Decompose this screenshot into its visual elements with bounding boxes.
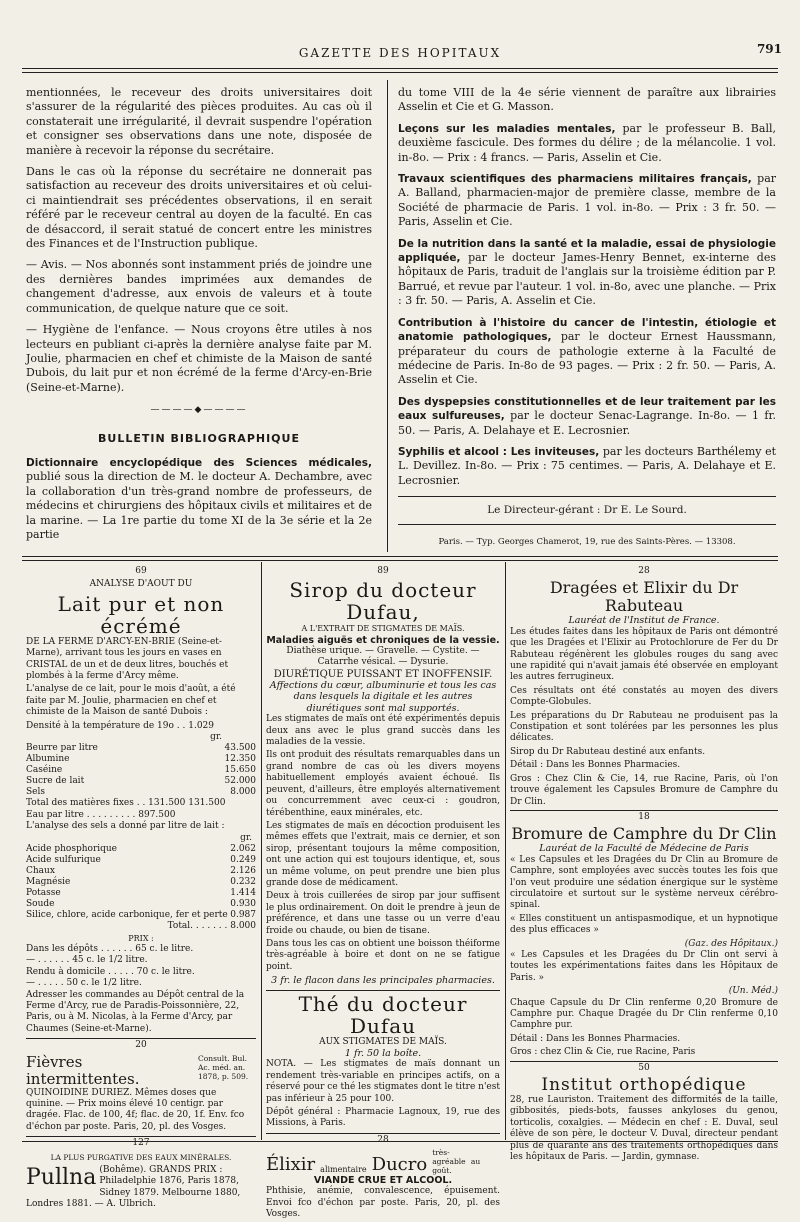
table-row [26, 899, 256, 910]
ad-text: Sirop du Dr Rabuteau destiné aux enfants. [510, 746, 706, 757]
ad-title-small: alimentaire [320, 1164, 367, 1174]
ad-text: DE LA FERME D'ARCY-EN-BRIE (Seine-et-Marne), arrivant tous les jours en vases en CRISTAL de un et de deux litres, bouchés et plombés à la ferme d'Arcy même. [26, 636, 229, 682]
ad-text: Les études faites dans les hôpitaux de Paris ont démontré que les Dragées et l'Elixir au Protochlorure de Fer du Dr Rabuteau régénèrent les globules rouges du sang avec une rapidité qui n'avait jamais été observée en employant les autres ferrugineux. [510, 626, 778, 683]
ad-elixir-header [266, 1148, 500, 1175]
table-row [26, 844, 256, 855]
ad-text: Gros : chez Clin & Cie, rue Racine, Paris [510, 1047, 696, 1058]
ad-laureate: Lauréat de la Faculté de Médecine de Paris [539, 843, 749, 855]
bib-title: Travaux scientifiques des pharmaciens militaires français, [398, 173, 752, 186]
notice-avis: — Avis. — Nos abonnés sont instamment priés de joindre une des dernières bandes imprimées aux demandes de changement d'adresse, aux envois de valeurs et à toute communication, de quelque nature que ce soit. [26, 258, 372, 315]
printer-line: Paris. — Typ. Georges Chamerot, 19, rue des Saints-Pères. — 13308. [438, 536, 736, 547]
table-row [26, 855, 256, 866]
row-label: Albumine [26, 754, 70, 765]
bib-title: Contribution à l'histoire du cancer de l'intestin, étiologie et anatomie pathologiques, [398, 316, 776, 344]
ad-title-fievres: Fièvres intermittentes. [26, 1052, 140, 1088]
ad-divider-2 [505, 562, 506, 1140]
ad-number: 28 [638, 566, 650, 576]
ad-text: « Les Capsules et les Dragées du Dr Clin ont servi à toutes les expérimentations faites dans les Hôpitaux de Paris. » [510, 949, 778, 983]
ad-text: Diathèse urique. — Gravelle. — Cystite. — Catarrhe vésical. — Dysurie. [286, 645, 480, 668]
ad-text: Dépôt général : Pharmacie Lagnoux, 19, rue des Missions, à Paris. [266, 1107, 500, 1129]
row-label: Soude [26, 899, 55, 910]
table-row [26, 787, 256, 798]
ad-text: Phthisie, anémie, convalescence, épuisement. Envoi fco d'échon par poste. Paris, 20, pl. des Vosges. [266, 1186, 500, 1220]
ad-taste: très-agréable au goût. [432, 1148, 481, 1176]
bib-title: Leçons sur les maladies mentales, [398, 122, 616, 135]
ad-text: Deux à trois cuillerées de sirop par jour suffisent le plus ordinairement. On doit le prendre à jeun de préférence, et dans une tasse ou un verre d'eau froide ou chaude, ou bien de tisane. [266, 891, 500, 936]
bib-text: par le docteur James-Henry Bennet, ex-interne des hôpitaux de Paris, traduit de l'anglais sur la troisième édition par P. Barrué, et revue par l'auteur. 1 vol. in-8o, avec une planche. — Prix : 3 fr. 50. — Paris, A. Asselin et Cie. [398, 251, 777, 308]
ad-text: Chaque Capsule du Dr Clin renferme 0,20 Bromure de Camphre pur. Chaque Dragée du Dr Clin renferme 0,10 Camphre pur. [510, 997, 778, 1031]
ad-number: 28 [377, 1134, 389, 1145]
table-row [26, 866, 256, 877]
row-label: Beurre par litre [26, 743, 98, 754]
ad-rule [510, 1061, 778, 1062]
ad-title-rabuteau: Dragées et Elixir du Dr Rabuteau [549, 578, 739, 616]
ad-sub: A L'EXTRAIT DE STIGMATES DE MAÏS. [301, 624, 465, 634]
ad-number: 50 [638, 1062, 650, 1073]
table-row [26, 888, 256, 899]
row-value: 2.126 [230, 866, 256, 877]
column-divider [387, 80, 388, 552]
total-salts: Total. . . . . . . 8.000 [167, 921, 256, 932]
ad-column-3 [510, 566, 778, 1165]
bib-title: Dictionnaire encyclopédique des Sciences médicales, [26, 456, 372, 469]
ad-title-bromure: Bromure de Camphre du Dr Clin [511, 824, 777, 844]
notice-hygiene: — Hygiène de l'enfance. — Nous croyons être utiles à nos lecteurs en publiant ci-après la dernière analyse faite par M. Joulie, pharmacien en chef et chimiste de la Maison de santé Dubois, du lait pur et non écrémé de la ferme d'Arcy-en-Brie (Seine-et-Marne). [26, 323, 372, 394]
row-label: Potasse [26, 888, 61, 899]
ad-title-sirop: Sirop du docteur Dufau, [289, 578, 477, 625]
ad-title-pullna: Pullna [26, 1165, 97, 1190]
signature-rule-2 [398, 524, 776, 525]
ad-number: 127 [132, 1138, 150, 1149]
row-value: 8.000 [230, 787, 256, 798]
row-label: Acide phosphorique [26, 844, 118, 855]
ad-column-2 [266, 566, 500, 1222]
page-number: 791 [756, 42, 782, 56]
ads-top-rule-2 [22, 560, 778, 561]
page-bottom-rule [22, 1141, 778, 1142]
prix-heading: PRIX : [128, 933, 154, 943]
left-column [26, 86, 372, 549]
ad-title-institut: Institut orthopédique [541, 1075, 747, 1096]
ad-laureate: Lauréat de l'Institut de France. [568, 615, 720, 627]
ad-text: Détail : Dans les Bonnes Pharmacies. [510, 1033, 681, 1044]
ad-text: Dans tous les cas on obtient une boisson théiforme très-agréable à boire et dont on ne se fatigue point. [266, 938, 500, 972]
bib-title: De la nutrition dans la santé et la maladie, essai de physiologie appliquée, [398, 237, 776, 265]
ad-text: NOTA. — Les stigmates de maïs donnant un rendement très-variable en principes actifs, on a réservé pour ce thé les stigmates dont le titre n'est pas inférieur à 25 pour 100. [266, 1059, 500, 1104]
ad-text: Les stigmates de maïs en décoction produisent les mêmes effets que l'extrait, mais ce dernier, et son sirop, présentant toujours la même composition, ont une action qui est toujours identique, et, sous un même volume, on peut prendre une bien plus grande dose de médicament. [266, 820, 500, 888]
price-line: — . . . . . . 45 c. le 1/2 litre. [26, 955, 148, 966]
ad-title-lait: Lait pur et non écrémé [57, 591, 225, 638]
ad-sub: AUX STIGMATES DE MAÏS. [319, 1036, 447, 1047]
ad-rule [26, 1136, 256, 1137]
ads-top-rule [22, 556, 778, 557]
ad-sub: DIURÉTIQUE PUISSANT ET INOFFENSIF. [273, 668, 493, 680]
unit-label: gr. [240, 832, 252, 843]
bib-text: par les docteurs Barthélemy et L. Devillez. In-8o. — Prix : 75 centimes. — Paris, A. Delahaye et E. Lecrosnier. [398, 444, 776, 487]
ad-text: 28, rue Lauriston. Traitement des difformités de la taille, gibbosités, pieds-bots, fausses ankyloses du genou, torticolis, coxalgies. — Médecin en chef : E. Duval, seul élève de son père, le docteur V. Duval, directeur pendant plus de quarante ans des traitements orthopédiques dans les hôpitaux de Paris. — Jardin, gymnase. [510, 1095, 778, 1163]
ad-rule [510, 810, 778, 811]
ad-kicker: LA PLUS PURGATIVE DES EAUX MINÉRALES. [50, 1152, 232, 1162]
row-label: Magnésie [26, 877, 71, 888]
bib-title: Syphilis et alcool : Les inviteuses, [398, 445, 600, 458]
paragraph: mentionnées, le receveur des droits universitaires doit s'assurer de la régularité des pièces produites. Au cas où il constaterait une irrégularité, il devrait suspendre l'opération et consigner ses observations dans une note, disposée de manière à recevoir la réponse du secrétaire. [26, 86, 372, 157]
ash-intro: L'analyse des sels a donné par litre de lait : [26, 821, 225, 832]
row-label: Silice, chlore, acide carbonique, fer et perte [26, 910, 228, 921]
table-row [26, 910, 256, 921]
ad-rule [266, 990, 500, 991]
bib-text: par le professeur B. Ball, deuxième fascicule. Des formes du délire ; de la mélancolie. 1 vol. in-8o. — Prix : 4 francs. — Paris, Asselin et Cie. [398, 121, 776, 164]
running-title: GAZETTE DES HOPITAUX [298, 46, 502, 60]
ad-price: 1 fr. 50 la boîte. [344, 1048, 422, 1059]
table-row [26, 877, 256, 888]
ad-sub: VIANDE CRUE ET ALCOOL. [313, 1175, 453, 1187]
row-value: 0.930 [230, 899, 256, 910]
ad-divider-1 [261, 562, 262, 1140]
bib-text: par A. Balland, pharmacien-major de première classe, membre de la Société de pharmacie de Paris. 1 vol. in-8o. — Prix : 3 fr. 50. — Paris, Asselin et Cie. [398, 172, 777, 229]
row-label: Sucre de lait [26, 776, 85, 787]
table-row [26, 754, 256, 765]
ad-text: QUINOIDINE DURIEZ. Mêmes doses que quinine. — Prix moins élevé 10 centigr. par dragée. Flac. de 100, 4f; flac. de 20, 1f. Env. fco d'échon par poste. Paris, 20, pl. des Vosges. [26, 1087, 245, 1132]
row-value: 43.500 [224, 743, 256, 754]
analysis-table [26, 743, 256, 798]
table-row [26, 776, 256, 787]
right-column [398, 86, 776, 549]
table-row [26, 743, 256, 754]
bib-text: par le docteur Senac-Lagrange. In-8o. — 1 fr. 50. — Paris, A. Delahaye et E. Lecrosnier. [398, 409, 776, 437]
row-label: Caséine [26, 765, 63, 776]
ad-italic: Affections du cœur, albuminurie et tous les cas dans lesquels la digitale et les autres diurétiques sont mal supportés. [269, 680, 497, 714]
row-label: Acide sulfurique [26, 855, 101, 866]
row-value: 2.062 [230, 844, 256, 855]
ad-text: Détail : Dans les Bonnes Pharmacies. [510, 760, 681, 771]
ad-text: Les préparations du Dr Rabuteau ne produisent pas la Constipation et sont tolérées par les personnes les plus délicates. [510, 710, 778, 744]
ad-number: 18 [638, 811, 650, 822]
row-value: 15.650 [224, 765, 256, 776]
bulletin-heading: BULLETIN BIBLIOGRAPHIQUE [98, 431, 300, 445]
order-address: Adresser les commandes au Dépôt central de la Ferme d'Arcy, rue de Paradis-Poissonnière, 22, Paris, ou à M. Nicolas, à la Ferme d'Arcy, par Chaumes (Seine-et-Marne). [26, 989, 245, 1034]
bib-title: Des dyspepsies constitutionnelles et de leur traitement par les eaux sulfureuses, [398, 395, 776, 423]
row-value: 12.350 [224, 754, 256, 765]
price-line: Rendu à domicile . . . . . 70 c. le litre. [26, 966, 195, 977]
bib-text: publié sous la direction de M. le docteur A. Dechambre, avec la collaboration d'un très-grand nombre de professeurs, de médecins et chirurgiens des hôpitaux civils et militaires et de la marine. — La 1re partie du tome XI de la 3e série et la 2e partie [26, 470, 372, 541]
bib-text: du tome VIII de la 4e série viennent de paraître aux librairies Asselin et Cie et G. Masson. [398, 86, 776, 114]
ad-text: Gros : Chez Clin & Cie, 14, rue Racine, Paris, où l'on trouve également les Capsules Bromure de Camphre du Dr Clin. [510, 773, 778, 807]
ad-number: 89 [377, 566, 389, 576]
price-line: Dans les dépôts . . . . . . 65 c. le litre. [26, 943, 194, 954]
ad-rule [26, 1038, 256, 1039]
row-value: 0.232 [230, 877, 256, 888]
unit-label: gr. [210, 732, 222, 743]
director-signature: Le Directeur-gérant : Dr E. Le Sourd. [487, 504, 687, 517]
ornament-divider: ————◆———— [150, 405, 248, 416]
ad-citation: (Gaz. des Hôpitaux.) [684, 938, 778, 949]
density-line: Densité à la température de 19o . . 1.029 [26, 720, 214, 731]
signature-rule [398, 496, 776, 497]
header-rule [22, 68, 778, 69]
ad-kicker: ANALYSE D'AOUT DU [89, 579, 193, 590]
ad-citation: (Un. Méd.) [728, 986, 778, 997]
total-fixed: Total des matières fixes . . 131.500 131.500 [26, 798, 226, 809]
ad-text: Les stigmates de maïs ont été expérimentés depuis deux ans avec le plus grand succès dans les maladies de la vessie. [266, 714, 500, 748]
ad-rule [266, 1133, 500, 1134]
row-value: 1.414 [230, 888, 256, 899]
bib-text: par le docteur Ernest Haussmann, préparateur du cours de pathologie externe à la Faculté de médecine de Paris. In-8o de 93 pages. — Prix : 2 fr. 50. — Paris, A. Asselin et Cie. [398, 330, 776, 387]
price-line: — . . . . . 50 c. le 1/2 litre. [26, 978, 142, 989]
ad-sub: Maladies aiguës et chroniques de la vessie. [266, 634, 500, 646]
ad-text: (Bohême). GRANDS PRIX : Philadelphie 1876, Paris 1878, Sidney 1879. Melbourne 1880, Londres 1881. — A. Ulbrich. [26, 1165, 241, 1210]
header-rule-2 [22, 72, 778, 73]
salts-table [26, 844, 256, 921]
ad-text: Ces résultats ont été constatés au moyen des divers Compte-Globules. [510, 685, 778, 708]
ad-title-ducro: Ducro [371, 1154, 428, 1176]
ad-title-the: Thé du docteur Dufau [298, 991, 468, 1038]
ad-column-1 [26, 566, 256, 1211]
water-line: Eau par litre . . . . . . . . . 897.500 [26, 809, 176, 820]
row-value: 0.987 [230, 910, 256, 921]
row-value: 52.000 [224, 776, 256, 787]
ad-text: L'analyse de ce lait, pour le mois d'août, a été faite par M. Joulie, pharmacien en chef et chimiste de la Maison de santé Dubois : [26, 684, 236, 718]
ad-text: « Elles constituent un antispasmodique, et un hypnotique des plus efficaces » [510, 913, 778, 936]
ad-fievres [26, 1054, 256, 1088]
ad-text: Ils ont produit des résultats remarquables dans un grand nombre de cas où les divers moyens habituellement employés avaient échoué. Ils peuvent, d'ailleurs, être employés alternativement ou concurremment avec ceux-ci : goudron, térébenthine, eaux minérales, etc. [266, 750, 500, 818]
table-row [26, 765, 256, 776]
ad-consult: Consult. Bul. Ac. méd. an. 1878, p. 509. [198, 1053, 249, 1081]
ad-title-elixir: Élixir [266, 1154, 316, 1176]
row-label: Sels [26, 787, 45, 798]
row-label: Chaux [26, 866, 55, 877]
row-value: 0.249 [230, 855, 256, 866]
ad-number: 69 [135, 566, 147, 576]
ad-price: 3 fr. le flacon dans les principales pharmacies. [271, 975, 495, 987]
ad-number: 20 [135, 1040, 147, 1051]
ad-text: « Les Capsules et les Dragées du Dr Clin au Bromure de Camphre, sont employées avec succès toutes les fois que l'on veut produire une sédation énergique sur le système circulatoire et surtout sur le système nerveux cérébro-spinal. [510, 854, 778, 911]
paragraph: Dans le cas où la réponse du secrétaire ne donnerait pas satisfaction au receveur des droits universitaires et où celui-ci maintiendrait ses précédentes observations, il en serait référé par le receveur central au doyen de la faculté. En cas de désaccord, il serait statué de concert entre les ministres des Finances et de l'Instruction publique. [26, 165, 372, 251]
